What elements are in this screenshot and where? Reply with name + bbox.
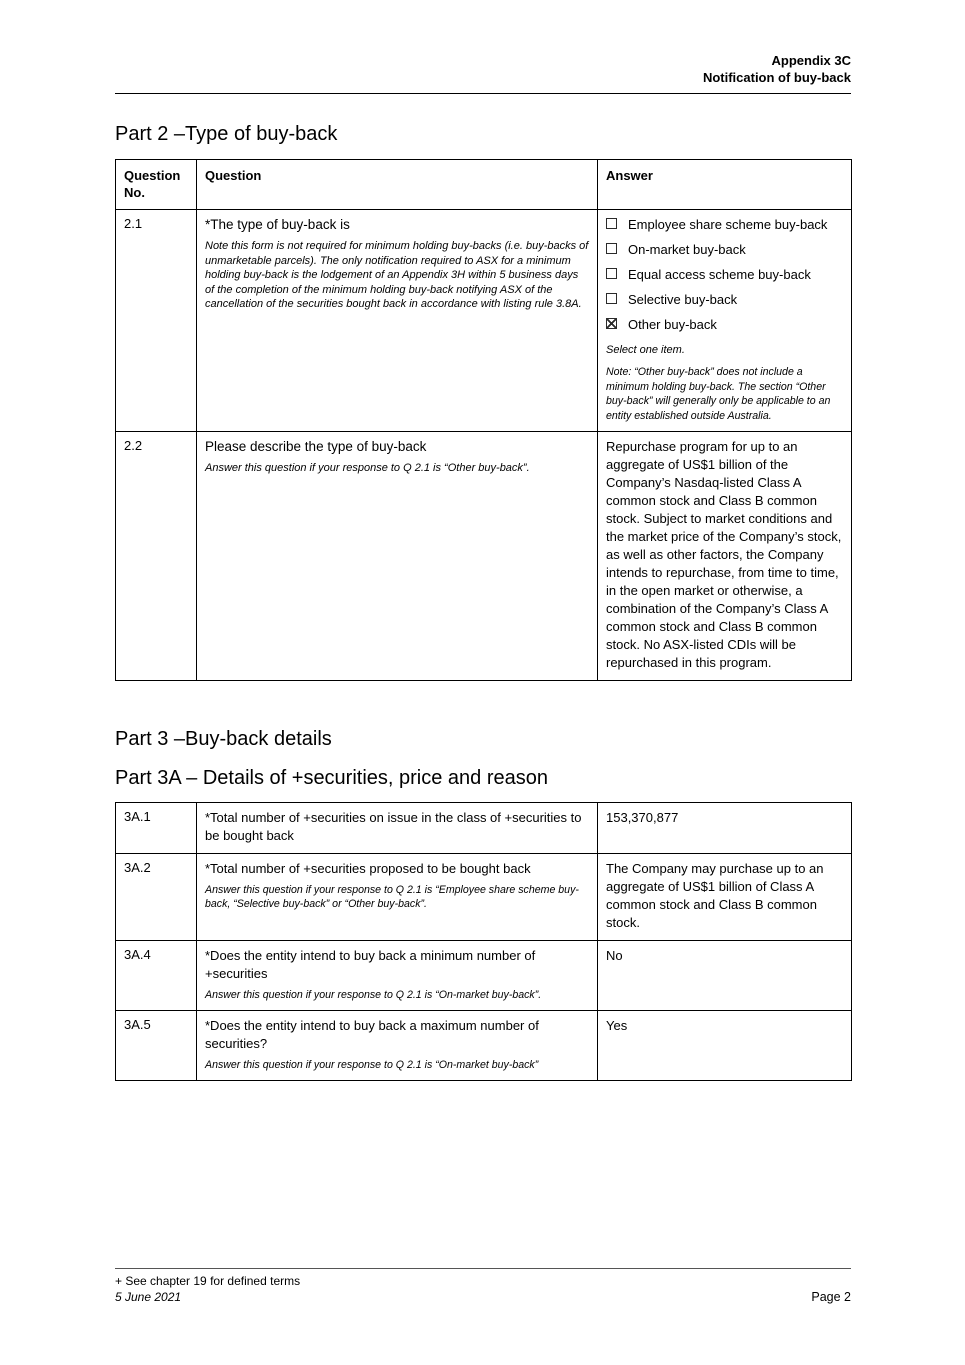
question-note: Answer this question if your response to Q 2.1 is “Employee share scheme buy-back, “Selective buy-back” or “Other buy-back”. <box>205 884 579 910</box>
question-number: 3A.5 <box>116 1011 197 1081</box>
question-title: *Does the entity intend to buy back a maximum number of securities? <box>205 1018 539 1051</box>
table-row-3a-4 <box>116 941 852 1011</box>
part2-heading: Part 2 –Type of buy-back <box>115 123 338 145</box>
question-title: *The type of buy-back is <box>205 217 350 232</box>
table-row-3a-2 <box>116 854 852 941</box>
footer-defined-terms-note: + See chapter 19 for defined terms <box>115 1274 301 1288</box>
checkbox-option-other[interactable] <box>606 316 843 333</box>
question-note: Note this form is not required for minimum holding buy-backs (i.e. buy-backs of unmarketable parcels). The only notification required to ASX for a minimum holding buy-back is the lodgement of an Appendix 3H within 5 business days of the completion of the minimum holding buy-back notifying ASX of the cancellation of the securities bought back in accordance with listing rule 3.8A. <box>205 240 589 310</box>
question-title: *Total number of +securities on issue in the class of +securities to be bought back <box>205 810 582 843</box>
part3a-table <box>115 802 852 1081</box>
page-footer <box>115 1268 851 1305</box>
checkbox-icon[interactable] <box>606 293 617 304</box>
header-question: Question <box>197 160 598 210</box>
table-row-2-2 <box>116 432 852 681</box>
checkbox-label: Employee share scheme buy-back <box>628 217 828 232</box>
question-note: Answer this question if your response to Q 2.1 is “On-market buy-back” <box>205 1059 539 1071</box>
question-number: 3A.4 <box>116 941 197 1011</box>
question-number: 2.2 <box>116 432 197 681</box>
checkbox-option-employee-share-scheme[interactable] <box>606 216 843 233</box>
checkbox-icon[interactable] <box>606 218 617 229</box>
answer-text: 153,370,877 <box>606 810 679 825</box>
header-question-no: Question No. <box>116 160 197 210</box>
part3-heading: Part 3 –Buy-back details <box>115 728 332 750</box>
checkbox-label: Equal access scheme buy-back <box>628 267 811 282</box>
answer-text: Yes <box>606 1018 628 1033</box>
question-title: *Does the entity intend to buy back a minimum number of +securities <box>205 948 536 981</box>
question-number: 3A.1 <box>116 803 197 854</box>
question-number: 2.1 <box>116 210 197 432</box>
question-title: *Total number of +securities proposed to be bought back <box>205 861 531 876</box>
part3a-heading: Part 3A – Details of +securities, price and reason <box>115 767 549 789</box>
checkbox-label: On-market buy-back <box>628 242 746 257</box>
select-one-item-note: Select one item. <box>606 344 685 356</box>
answer-text: Repurchase program for up to an aggregate of US$1 billion of the Company’s Nasdaq-listed Class A common stock and Class B common stock. Subject to market conditions and the market price of the Company’s stock, as well as other factors, the Company intends to repurchase, from time to time, in the open market or otherwise, a combination of the Company’s Class A common stock and Class B common stock. No ASX-listed CDIs will be repurchased in this program. <box>606 439 842 670</box>
checkbox-option-on-market[interactable] <box>606 241 843 258</box>
answer-text: No <box>606 948 623 963</box>
page-number: Page 2 <box>811 1290 851 1304</box>
footer-date: 5 June 2021 <box>115 1290 182 1304</box>
question-title: Please describe the type of buy-back <box>205 439 427 454</box>
question-note: Answer this question if your response to Q 2.1 is “On-market buy-back”. <box>205 989 542 1001</box>
table-row-2-1 <box>116 210 852 432</box>
part2-table <box>115 159 852 681</box>
checkbox-checked-icon[interactable] <box>606 318 617 329</box>
table-row-3a-1 <box>116 803 852 854</box>
document-title: Notification of buy-back <box>702 70 851 85</box>
checkbox-icon[interactable] <box>606 243 617 254</box>
document-header <box>115 52 851 94</box>
checkbox-label: Selective buy-back <box>628 292 738 307</box>
table-row-3a-5 <box>116 1011 852 1081</box>
checkbox-option-selective[interactable] <box>606 291 843 308</box>
header-answer: Answer <box>598 160 852 210</box>
question-note: Answer this question if your response to Q 2.1 is “Other buy-back”. <box>205 462 530 474</box>
checkbox-option-equal-access[interactable] <box>606 266 843 283</box>
answer-text: The Company may purchase up to an aggregate of US$1 billion of Class A common stock and Class B common stock. <box>606 861 824 930</box>
answer-note: Note: “Other buy-back” does not include a minimum holding buy-back. The section “Other buy-back” will generally only be applicable to an entity established outside Australia. <box>606 366 831 422</box>
table-header-row <box>116 160 852 210</box>
appendix-title: Appendix 3C <box>771 53 851 68</box>
checkbox-icon[interactable] <box>606 268 617 279</box>
question-number: 3A.2 <box>116 854 197 941</box>
checkbox-label: Other buy-back <box>628 317 717 332</box>
